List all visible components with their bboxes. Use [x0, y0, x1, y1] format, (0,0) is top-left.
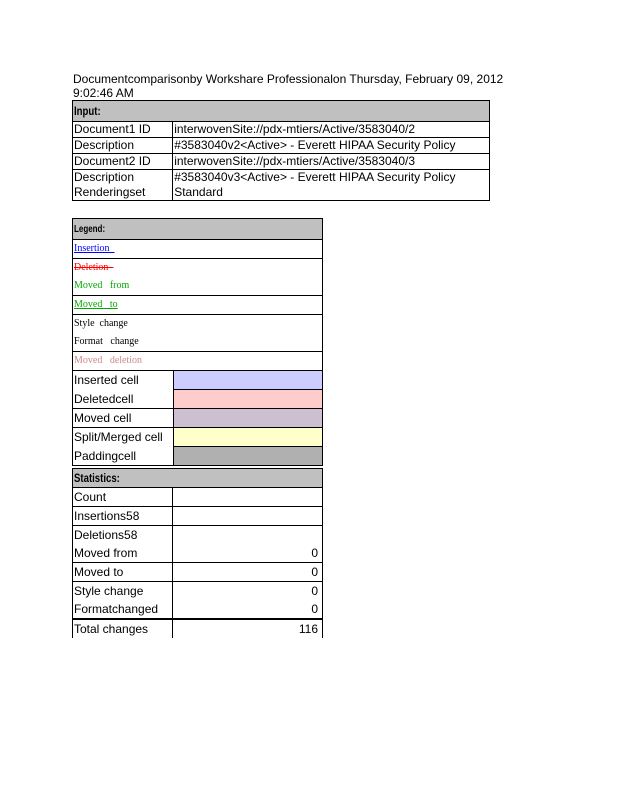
stat-value: 0	[173, 600, 323, 619]
input-title: Input:	[74, 103, 101, 118]
statistics-section-header	[73, 469, 323, 488]
legend-deletion: Deletion	[74, 262, 109, 273]
total-row	[73, 619, 323, 638]
legend-cell-row	[73, 371, 323, 390]
legend-moved-from: Moved from	[74, 280, 130, 291]
moved-cell-swatch	[173, 409, 322, 428]
legend-cell-row	[73, 390, 323, 409]
stat-label: Moved from	[73, 544, 173, 563]
input-label: Document2 ID	[73, 154, 173, 170]
legend-insertion: Insertion	[74, 243, 110, 254]
legend-section-header	[73, 219, 323, 240]
header-line-1: Documentcomparisonby Workshare Professionalon Thursday, February 09, 2012	[73, 72, 504, 86]
input-section-header	[73, 101, 490, 122]
input-row	[73, 170, 490, 201]
deleted-cell-swatch	[173, 390, 322, 409]
statistics-title: Statistics:	[74, 471, 120, 485]
input-row	[73, 138, 490, 154]
input-value: #3583040v2<Active> - Everett HIPAA Security Policy	[173, 138, 490, 154]
split-merged-cell-swatch	[173, 428, 322, 447]
stat-insertions: Insertions58	[73, 507, 173, 526]
input-row	[73, 154, 490, 170]
legend-cell-label: Inserted cell	[73, 371, 174, 390]
statistics-table	[72, 468, 323, 638]
input-label: Document1 ID	[73, 122, 173, 138]
legend-cell-label: Split/Merged cell	[73, 428, 174, 447]
input-table	[72, 100, 490, 201]
legend-cell-label: Deletedcell	[73, 390, 174, 409]
stat-total-value: 116	[173, 619, 323, 638]
stat-label: Formatchanged	[73, 600, 173, 619]
legend-cell-row	[73, 428, 323, 447]
padding-cell-swatch	[173, 447, 322, 466]
stat-total-label: Total changes	[73, 619, 173, 638]
legend-cell-row	[73, 447, 323, 466]
input-value: interwovenSite://pdx-mtiers/Active/3583040/2	[173, 122, 490, 138]
stat-value: 0	[173, 544, 323, 563]
input-label: Description	[74, 170, 135, 184]
count-header: Count	[73, 488, 173, 507]
legend-cell-label: Paddingcell	[73, 447, 174, 466]
stat-label: Moved to	[73, 563, 173, 582]
stat-deletions: Deletions58	[73, 526, 173, 545]
legend-format-change: Format change	[74, 336, 139, 347]
stat-value: 0	[173, 582, 323, 601]
input-label: Renderingset	[74, 185, 146, 199]
input-row	[73, 122, 490, 138]
input-value: interwovenSite://pdx-mtiers/Active/3583040/3	[173, 154, 490, 170]
report-header	[73, 72, 533, 100]
header-line-2: 9:02:46 AM	[73, 86, 134, 100]
legend-cell-row	[73, 409, 323, 428]
inserted-cell-swatch	[173, 371, 322, 390]
legend-cell-label: Moved cell	[73, 409, 174, 428]
input-value: Standard	[174, 185, 223, 199]
input-label: Description	[73, 138, 173, 154]
stat-label: Style change	[73, 582, 173, 601]
input-value: #3583040v3<Active> - Everett HIPAA Security Policy	[174, 170, 456, 184]
legend-table	[72, 218, 323, 466]
stat-value: 0	[173, 563, 323, 582]
legend-moved-deletion: Moved deletion	[74, 355, 143, 366]
legend-title: Legend:	[74, 223, 106, 235]
legend-style-change: Style change	[74, 318, 128, 329]
legend-moved-to: Moved to	[74, 299, 118, 310]
